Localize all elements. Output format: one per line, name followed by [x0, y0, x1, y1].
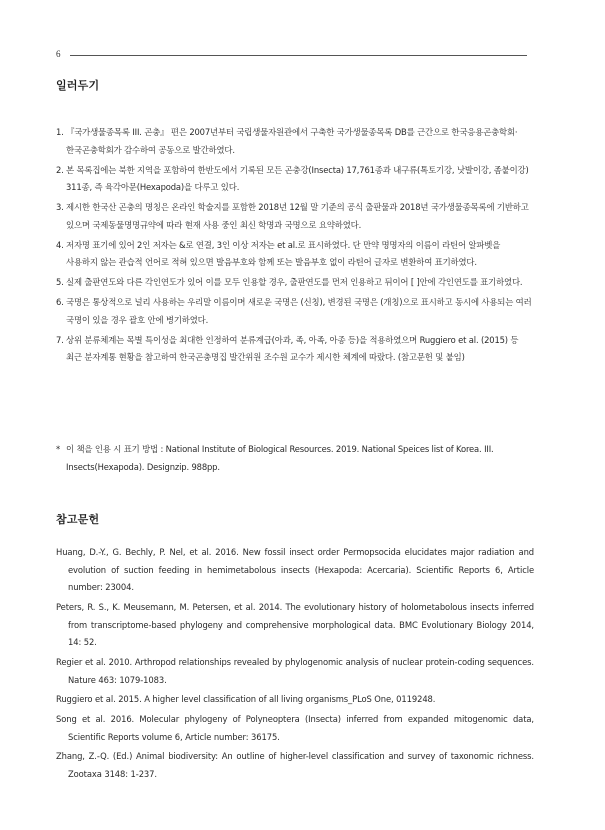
reference-item: Peters, R. S., K. Meusemann, M. Petersen, et al. 2014. The evolutionary history of holometabolous insects inferred from transcriptome-based phylogeny and comprehensive morphological data. BMC Evolutionary Biology 2014, 14: 52.: [56, 601, 534, 648]
note-text: 제시한 한국산 곤충의 명칭은 온라인 학술지를 포함한 2018년 12월 말 기준의 공식 출판물과 2018년 국가생물종목록에 기반하고 있으며 국제동물명명규약에 따라 현재 사용 중인 최신 학명과 국명으로 요약하였다.: [66, 202, 529, 230]
notes-heading: 일러두기: [56, 79, 100, 92]
note-number: 1.: [56, 127, 64, 137]
note-number: 3.: [56, 202, 64, 213]
note-item: [56, 162, 534, 197]
note-number: 2.: [56, 164, 64, 175]
note-text: 실제 출판연도와 다른 각인연도가 있어 이를 모두 인용할 경우, 출판연도를 먼저 인용하고 뒤이어 [ ]안에 각인연도를 표기하였다.: [66, 277, 523, 288]
note-text: 상위 분류체계는 목별 특이성을 최대한 인정하여 분류계급(아과, 족, 아족, 아종 등)을 적용하였으며 Ruggiero et al. (2015) 등 최근 분자계통 현황을 참고하여 한국곤충명집 발간위원 조수원 교수가 제시한 체계에 따랐다. (참고문헌 및 붙임): [66, 334, 519, 363]
note-item: [56, 237, 534, 272]
reference-item: Huang, D.-Y., G. Bechly, P. Nel, et al. 2016. New fossil insect order Permopsocida elucidates major radiation and evolution of suction feeding in hemimetabolous insects (Hexapoda: Acercaria). Scientific Reports 6, Article number: 23004.: [56, 547, 534, 593]
citation-text: 이 책을 인용 시 표기 방법 : National Institute of Biological Resources. 2019. National Speices list of Korea. III. Insects(Hexapoda). Designzip. 988pp.: [66, 444, 494, 472]
note-text: 본 목록집에는 북한 지역을 포함하여 한반도에서 기록된 모든 곤충강(Insecta) 17,761종과 내구류(톡토기강, 낫발이강, 좀붙이강) 311종, 즉 육각아문(Hexapoda)을 다루고 있다.: [66, 164, 529, 193]
note-item: [56, 124, 534, 159]
note-number: 4.: [56, 239, 64, 250]
reference-item: Ruggiero et al. 2015. A higher level classification of all living organisms_PLoS One, 0119248.: [56, 694, 436, 705]
reference-item: Regier et al. 2010. Arthropod relationships revealed by phylogenomic analysis of nuclear protein-coding sequences. Nature 463: 1079-1083.: [56, 656, 534, 685]
note-number: 7.: [56, 334, 64, 345]
note-text: 국명은 통상적으로 널리 사용하는 우리말 이름이며 새로운 국명은 (신칭), 변경된 국명은 (개칭)으로 표시하고 동시에 사용되는 여러 국명이 있을 경우 괄호 안에 병기하였다.: [66, 297, 532, 325]
notes-list: [56, 124, 534, 369]
reference-item: Song et al. 2016. Molecular phylogeny of Polyneoptera (Insecta) inferred from expanded mitogenomic data, Scientific Reports volume 6, Article number: 36175.: [56, 714, 534, 742]
note-text: 저자명 표기에 있어 2인 저자는 &로 연결, 3인 이상 저자는 et al.로 표시하였다. 단 만약 명명자의 이름이 라틴어 알파벳을 사용하지 않는 관습적 언어로 적혀 있으면 발음부호와 함께 또는 발음부호 없이 라틴어 글자로 변환하여 표기하였다.: [66, 239, 501, 268]
citation-marker: *: [56, 444, 61, 454]
note-number: 6.: [56, 297, 64, 308]
note-item: [56, 294, 534, 329]
header-rule: [70, 55, 527, 56]
note-item: [56, 332, 534, 367]
note-number: 5.: [56, 277, 64, 288]
references-heading: 참고문헌: [56, 513, 100, 526]
reference-item: Zhang, Z.-Q. (Ed.) Animal biodiversity: An outline of higher-level classification and survey of taxonomic richness. Zootaxa 3148: 1-237.: [56, 751, 534, 780]
note-item: [56, 199, 534, 234]
citation-note: [56, 441, 534, 476]
references-list: [56, 544, 534, 786]
note-item: [56, 274, 534, 292]
note-text: 『국가생물종목록 III. 곤충』 편은 2007년부터 국립생물자원관에서 구축한 국가생물종목록 DB를 근간으로 한국응용곤충학회·한국곤충학회가 감수하여 공동으로 발간하였다.: [66, 127, 518, 155]
page-number: 6: [56, 49, 61, 59]
